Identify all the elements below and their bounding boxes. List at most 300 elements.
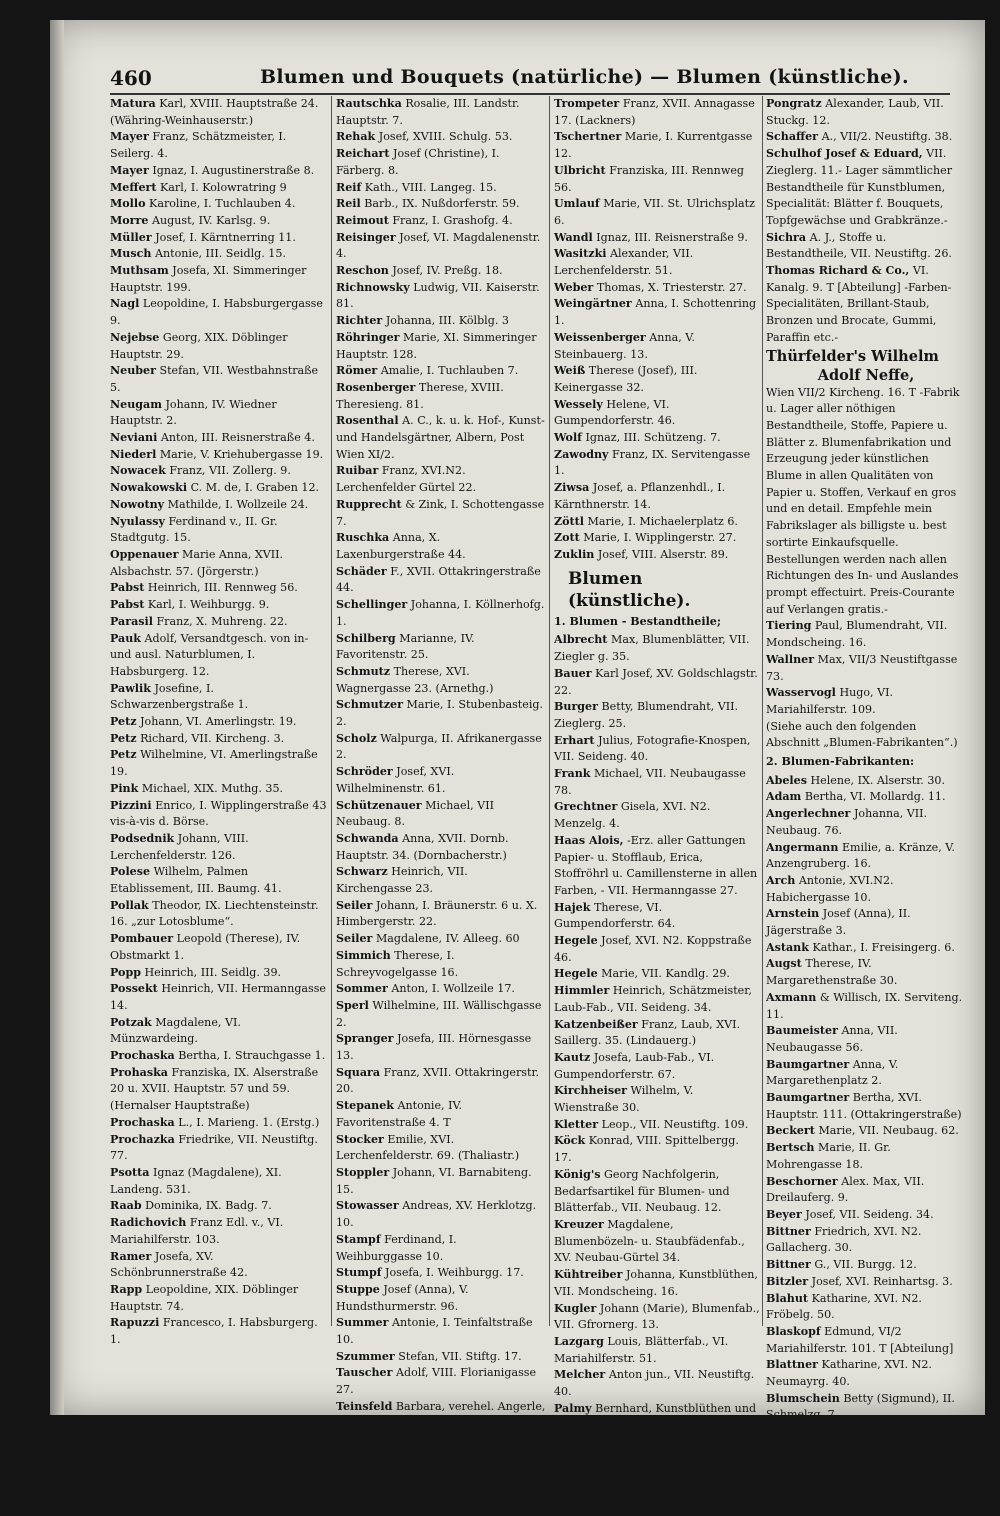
directory-entry: [766, 1140, 966, 1173]
entry-name: Tauscher: [336, 1366, 393, 1380]
entry-details: Walpurga, II. Afrikanergasse 2.: [336, 731, 542, 762]
entry-name: Erhart: [554, 733, 595, 747]
entry-name: Bitzler: [766, 1274, 809, 1288]
directory-entry: [336, 631, 546, 664]
entry-details: Theodor, IX. Liechtensteinstr. 16. „zur Lotosblume“.: [110, 898, 319, 929]
directory-entry: [336, 1365, 546, 1398]
directory-entry: [554, 1050, 760, 1083]
directory-entry: [766, 263, 966, 347]
entry-name: Schmutz: [336, 664, 391, 678]
entry-name: Röhringer: [336, 330, 400, 344]
entry-details: Betty, Blumendraht, VII. Zieglerg. 25.: [554, 700, 739, 730]
directory-entry: [110, 1249, 328, 1282]
entry-details: Emilie, a. Kränze, V. Anzengruberg. 16.: [766, 840, 955, 871]
entry-details: Max, Blumenblätter, VII. Ziegler g. 35.: [554, 633, 750, 664]
entry-details: Amalie, I. Tuchlauben 7.: [380, 364, 519, 378]
entry-name: Nowakowski: [110, 481, 188, 495]
directory-entry: [336, 1132, 546, 1165]
directory-entry: [110, 798, 328, 831]
entry-name: Sommer: [336, 982, 388, 996]
column-2: [336, 96, 546, 1514]
directory-entry: [110, 480, 328, 497]
entry-name: Nowotny: [110, 497, 165, 511]
entry-details: Magdalene, IV. Alleeg. 60: [375, 932, 520, 946]
entry-details: Ludwig, VII. Kaiserstr. 81.: [336, 280, 540, 311]
entry-details: Kathar., I. Freisingerg. 6.: [812, 940, 955, 954]
directory-entry: [766, 685, 966, 718]
entry-details: Leopoldine, I. Habsburgergasse 9.: [110, 297, 323, 328]
entry-name: Parasil: [110, 614, 153, 628]
entry-details: Anna, VII. Neubaugasse 56.: [766, 1024, 898, 1054]
entry-details: (Siehe auch den folgenden Abschnitt „Blumen-Fabrikanten“.): [766, 719, 958, 750]
entry-name: Nagl: [110, 297, 140, 311]
entry-details: VI. Kanalg. 9. T [Abteilung] -Farben-Specialitäten, Brillant-Staub, Bronzen und Brocate, Gummi, Paraffin etc.-: [766, 264, 952, 344]
directory-entry: [766, 1123, 966, 1140]
directory-entry: [110, 781, 328, 798]
directory-entry: [766, 1057, 966, 1090]
entry-details: Heinrich, VII. Kirchengasse 23.: [336, 865, 468, 896]
entry-name: Kreuzer: [554, 1218, 604, 1231]
directory-entry: [110, 1048, 328, 1065]
entry-details: Josefa, XV. Schönbrunnerstraße 42.: [110, 1249, 248, 1280]
subsection-title: 2. Blumen-Fabrikanten:: [766, 755, 915, 769]
entry-name: Simmich: [336, 948, 391, 962]
entry-name: Sichra: [766, 230, 807, 244]
entry-name: Reisinger: [336, 230, 396, 244]
entry-name: Angermann: [766, 840, 839, 854]
entry-details: Karl, XVIII. Hauptstraße 24. (Währing-Weinhauserstr.): [110, 97, 319, 127]
entry-name: Sperl: [336, 998, 369, 1012]
entry-name: Pawlik: [110, 681, 151, 695]
directory-entry: [110, 597, 328, 614]
entry-details: August, IV. Karlsg. 9.: [151, 213, 271, 227]
directory-entry: [766, 1291, 966, 1324]
entry-name: Kautz: [554, 1050, 591, 1064]
entry-details: Wilhelmine, III. Wällischgasse 2.: [336, 998, 542, 1029]
entry-details: Wilhelm, Palmen Etablissement, III. Baumg. 41.: [110, 865, 282, 896]
directory-entry: [336, 864, 546, 897]
directory-entry: [766, 1174, 966, 1207]
entry-name: Schwarz: [336, 865, 388, 879]
directory-entry: [766, 1324, 966, 1357]
directory-entry: [766, 96, 966, 129]
entry-name: Spranger: [336, 1032, 394, 1046]
entry-details: Marie Anna, XVII. Alsbachstr. 57. (Jörgerstr.): [110, 547, 284, 578]
entry-details: Max, VII/3 Neustiftgasse 73.: [766, 652, 958, 683]
entry-name: Katzenbeißer: [554, 1017, 638, 1031]
directory-entry: [110, 129, 328, 162]
directory-entry: [766, 1090, 966, 1123]
directory-entry: [336, 731, 546, 764]
directory-entry: [336, 146, 546, 179]
entry-name: Stampf: [336, 1232, 381, 1246]
directory-entry: [554, 733, 760, 766]
directory-entry: [554, 514, 760, 531]
entry-details: Therese, XVIII. Theresieng. 81.: [336, 380, 504, 411]
entry-details: Josef, VII. Seideng. 34.: [805, 1208, 934, 1221]
running-title: Blumen und Bouquets (natürliche) — Blumen (künstliche).: [260, 66, 909, 88]
header-rule: [110, 93, 950, 95]
entry-name: Blumschein: [766, 1391, 840, 1405]
directory-entry: [554, 699, 760, 732]
entry-details: Katharine, XVI. N2. Neumayrg. 40.: [766, 1358, 932, 1389]
entry-name: Tschertner: [554, 130, 622, 144]
directory-entry: [110, 430, 328, 447]
directory-entry: [110, 497, 328, 514]
entry-details: Johanna, VII. Neubaug. 76.: [766, 807, 928, 837]
entry-name: Tomaschek: [336, 1466, 406, 1480]
entry-details: Josefa, III. Hörnesgasse 13.: [336, 1032, 532, 1063]
directory-entry: [336, 948, 546, 981]
entry-name: Neugam: [110, 397, 162, 411]
entry-details: Johann, VIII. Lerchenfelderstr. 126.: [110, 831, 249, 862]
directory-entry: [110, 1215, 328, 1248]
entry-name: Stoppler: [336, 1166, 390, 1179]
directory-entry: [766, 990, 966, 1023]
entry-details: Stefan, VII. Westbahnstraße 5.: [110, 364, 319, 394]
entry-name: Palmy: [554, 1401, 592, 1415]
entry-name: Oppenauer: [110, 547, 179, 561]
directory-entry: [110, 397, 328, 430]
entry-name: Teinsfeld: [336, 1399, 393, 1413]
entry-name: Stowasser: [336, 1199, 399, 1213]
entry-name: Bittner: [766, 1258, 811, 1272]
entry-details: Josef (Christine), I. Färberg. 8.: [336, 147, 500, 177]
directory-entry: [554, 430, 760, 447]
directory-entry: [554, 983, 760, 1016]
entry-details: Mathilde, XV. Schönbrunnerstr. 7.: [336, 1433, 455, 1463]
entry-details: Karl Josef, XV. Goldschlagstr. 22.: [554, 666, 758, 697]
entry-name: Baumgartner: [766, 1091, 850, 1105]
entry-details: Johann, VI. Amerlingstr. 19.: [140, 715, 297, 729]
entry-name: Schellinger: [336, 598, 408, 612]
directory-entry: [110, 731, 328, 748]
entry-name: Radichovich: [110, 1216, 187, 1230]
directory-entry: [336, 1165, 546, 1198]
entry-name: Pfessel: [554, 1451, 598, 1465]
page-edge-shadow: [50, 20, 64, 1415]
entry-details: Michael, VII Neubaug. 8.: [336, 798, 494, 829]
directory-entry: [336, 313, 546, 330]
subsection-title: 1. Blumen - Bestandtheile;: [554, 614, 721, 628]
entry-name: Thomas Richard & Co.,: [766, 264, 910, 278]
entry-name: Petz: [110, 748, 137, 762]
entry-name: Weingärtner: [554, 297, 632, 311]
entry-name: Blaskopf: [766, 1324, 821, 1338]
entry-details: Marie, I. Wipplingerstr. 27.: [583, 531, 737, 545]
directory-entry: [110, 246, 328, 263]
directory-entry: [110, 681, 328, 714]
entry-details: Franz, IX. Servitengasse 1.: [554, 447, 751, 478]
entry-details: Marie, XI. Simmeringer Hauptstr. 128.: [336, 330, 537, 361]
directory-entry: [110, 447, 328, 464]
directory-entry: [110, 96, 328, 129]
entry-name: Rupprecht: [336, 497, 402, 511]
entry-name: Baumgartner: [766, 1057, 850, 1071]
entry-details: Kath., VIII. Langeg. 15.: [364, 180, 497, 194]
entry-details: Anna, X. Laxenburgerstraße 44.: [336, 531, 466, 561]
directory-entry: [554, 129, 760, 162]
entry-name: Richnowsky: [336, 280, 410, 294]
entry-details: Ferdinand, I. Weihburggasse 10.: [336, 1232, 457, 1263]
entry-name: Zuklin: [554, 547, 595, 561]
entry-details: Alex. Max, VII. Dreilauferg. 9.: [766, 1174, 925, 1205]
directory-entry: [336, 1031, 546, 1064]
entry-details: Heinrich, III. Rennweg 56.: [147, 581, 298, 595]
entry-name: Stumpf: [336, 1266, 382, 1280]
directory-entry: [110, 580, 328, 597]
directory-entry: [336, 1098, 546, 1131]
entry-details: & Willisch, IX. Serviteng. 11.: [766, 990, 963, 1021]
directory-entry: [110, 1198, 328, 1215]
entry-name: Rautschka: [336, 97, 402, 110]
entry-name: Psotta: [110, 1166, 150, 1179]
directory-entry: [554, 1217, 760, 1267]
entry-details: F., XVII. Ottakringerstraße 44.: [336, 564, 541, 595]
entry-name: Zöttl: [554, 514, 584, 528]
directory-entry: [110, 981, 328, 1014]
entry-details: Michael, VII. Neubaugasse 78.: [554, 767, 746, 797]
entry-name: Axmann: [766, 990, 817, 1004]
entry-details: Johanna, Kunstblüthen, VII. Mondscheing. 16.: [554, 1268, 758, 1298]
entry-name: Köck: [554, 1134, 586, 1148]
entry-name: Hajek: [554, 900, 591, 914]
entry-name: Pauk: [110, 631, 141, 645]
entry-details: Marie, VII. Neubaug. 62.: [818, 1124, 959, 1138]
entry-details: Josef, XVI. Reinhartsg. 3.: [811, 1274, 953, 1288]
entry-details: Josef, VIII. Alserstr. 89.: [597, 547, 729, 561]
entry-name: Pabst: [110, 581, 145, 595]
entry-name: Neviani: [110, 431, 158, 445]
entry-details: Ignaz, III. Schützeng. 7.: [585, 431, 721, 445]
entry-name: Matura: [110, 97, 156, 110]
entry-details: Georg, XIX. Döblinger Hauptstr. 29.: [110, 330, 288, 361]
column-4-entries: [766, 96, 966, 347]
directory-entry: [336, 597, 546, 630]
directory-entry: [336, 129, 546, 146]
entry-name: Muthsam: [110, 264, 169, 278]
entry-name: Schröder: [336, 765, 393, 779]
entry-name: Augst: [766, 957, 802, 971]
entry-name: König's: [554, 1167, 601, 1181]
directory-entry: [766, 940, 966, 957]
entry-details: Anton, I. Wollzeile 17.: [391, 982, 515, 996]
entry-name: Mayer: [110, 163, 149, 177]
entry-name: Seiler: [336, 898, 373, 912]
entry-name: Ziwsa: [554, 481, 590, 495]
entry-name: Rehak: [336, 130, 376, 144]
entry-details: Louis, Blätterfab., VI. Mariahilferstr. 51.: [554, 1334, 729, 1365]
entry-details: Anna, V. Margarethenplatz 2.: [766, 1057, 899, 1088]
directory-entry: [110, 931, 328, 964]
entry-name: Rapp: [110, 1282, 143, 1296]
directory-entry: [554, 1451, 760, 1484]
entry-name: Neuber: [110, 364, 156, 378]
directory-entry: [554, 1301, 760, 1334]
entry-details: Richard, VII. Kircheng. 3.: [140, 731, 285, 745]
entry-name: Pongratz: [766, 97, 822, 110]
column-4-entries-2: [766, 773, 966, 1424]
entry-details: Franz, Schätzmeister, I. Seilerg. 4.: [110, 130, 287, 161]
entry-details: Magdalene, Blumenbözeln- u. Staubfädenfab., XV. Neubau-Gürtel 34.: [554, 1218, 745, 1265]
entry-details: Johann, IV. Wiedner Hauptstr. 2.: [110, 397, 277, 428]
entry-details: Mathilde, I. Wollzeile 24.: [167, 497, 309, 511]
entry-details: Barbara, verehel. Angerle, X. Himbergerstr. 21.: [336, 1399, 546, 1430]
directory-entry: [110, 514, 328, 547]
directory-entry: [336, 1232, 546, 1265]
directory-entry: [336, 564, 546, 597]
entry-name: Umlauf: [554, 197, 600, 211]
directory-entry: [336, 330, 546, 363]
entry-name: Morre: [110, 213, 149, 227]
directory-entry: [336, 180, 546, 197]
entry-details: & Zink, I. Schottengasse 7.: [336, 497, 545, 528]
entry-name: Potzak: [110, 1015, 152, 1029]
entry-name: Stepanek: [336, 1099, 394, 1113]
entry-name: Kugler: [554, 1301, 597, 1315]
entry-name: Meffert: [110, 180, 157, 194]
directory-entry: [554, 833, 760, 900]
entry-name: Schwanda: [336, 831, 399, 845]
entry-details: Ignaz, I. Augustinerstraße 8.: [152, 163, 315, 177]
entry-name: Rapuzzi: [110, 1316, 160, 1330]
entry-name: Popp: [110, 965, 141, 979]
directory-entry: [554, 280, 760, 297]
column-3-entries: [554, 96, 760, 564]
entry-details: Heinrich, VII. Hermanngasse 14.: [110, 982, 327, 1012]
entry-details: Helene, IX. Alserstr. 30.: [810, 773, 945, 787]
entry-details: Michael, XIX. Muthg. 35.: [141, 781, 284, 795]
entry-name: Wasservogl: [766, 686, 836, 700]
directory-entry: [554, 799, 760, 832]
entry-details: Therese, IV. Margarethenstraße 30.: [766, 957, 898, 988]
directory-entry: [766, 873, 966, 906]
entry-details: Friedrich, XVI. N2. Gallacherg. 30.: [766, 1224, 922, 1255]
directory-entry: [110, 898, 328, 931]
entry-details: Johann, VI. Barnabiteng. 15.: [336, 1166, 532, 1196]
ad-name-line1: Thürfelder's Wilhelm: [766, 347, 939, 365]
directory-entry: [110, 263, 328, 296]
entry-name: Stuppe: [336, 1282, 380, 1296]
entry-name: Haas Alois,: [554, 833, 624, 847]
entry-details: Friedrike, VII. Neustiftg. 77.: [110, 1132, 318, 1163]
directory-entry: [766, 1023, 966, 1056]
entry-details: Karl, I. Weihburgg. 9.: [147, 598, 270, 612]
entry-name: Albrecht: [554, 633, 608, 647]
entry-name: Possekt: [110, 982, 158, 996]
directory-entry: [336, 213, 546, 230]
entry-name: Trompeter: [554, 97, 620, 110]
entry-details: Ferdinand v., II. Gr. Stadtgutg. 15.: [110, 514, 278, 545]
entry-details: Francesco, I. Habsburgerg. 1.: [110, 1316, 318, 1347]
directory-entry: [110, 1132, 328, 1165]
entry-details: Franz, XVII. Annagasse 17. (Lackners): [554, 97, 755, 127]
entry-name: Scholz: [336, 731, 377, 745]
directory-entry: [554, 666, 760, 699]
directory-entry: [336, 1466, 546, 1516]
entry-name: Reif: [336, 180, 362, 194]
directory-entry: [336, 280, 546, 313]
entry-details: Marie, I. Kurrentgasse 12.: [554, 130, 753, 161]
entry-details: Bernhard, Kunstblüthen und Rosen, XII. Rudolfsg. 16. (Ahmayerg.): [554, 1401, 757, 1449]
entry-details: Anton, III. Reisnerstraße 4.: [160, 431, 315, 445]
entry-name: Schulhof Josef & Eduard,: [766, 147, 923, 161]
entry-details: Susanne, VII. Lindengasse 31.: [554, 1451, 751, 1482]
entry-details: Edmund, VI/2 Mariahilferstr. 101. T [Abteilung]: [766, 1324, 954, 1355]
entry-details: VII. Zieglerg. 11.- Lager sämmtlicher Bestandtheile für Kunstblumen, Specialität: Blätter f. Bouquets, Topfgewächse und Grabkränze.-: [766, 147, 953, 227]
entry-name: Schaffer: [766, 130, 819, 144]
entry-details: Katharine, XVI. N2. Fröbelg. 50.: [766, 1291, 922, 1322]
entry-name: Pollak: [110, 898, 149, 912]
entry-details: Paul, Blumendraht, VII. Mondscheing. 16.: [766, 619, 948, 650]
entry-name: Burger: [554, 700, 598, 714]
entry-details: Franziska, III. Rennweg 56.: [554, 163, 744, 194]
directory-entry: [554, 1367, 760, 1400]
directory-entry: [336, 96, 546, 129]
entry-name: Kirchheiser: [554, 1084, 628, 1098]
entry-name: Mayer: [110, 130, 149, 144]
entry-name: Prochazka: [110, 1132, 175, 1146]
entry-name: Rosenthal: [336, 414, 399, 428]
entry-details: Marie, V. Kriehubergasse 19.: [159, 447, 324, 461]
directory-entry: [110, 363, 328, 396]
entry-details: Antonie, IV. Favoritenstraße 4. T: [336, 1099, 463, 1129]
directory-entry: [336, 831, 546, 864]
directory-entry: [336, 1198, 546, 1231]
directory-entry: [766, 1257, 966, 1274]
entry-name: Niederl: [110, 447, 157, 461]
directory-entry: [110, 213, 328, 230]
directory-entry: [766, 1224, 966, 1257]
entry-name: Wessely: [554, 397, 603, 411]
entry-name: Polese: [110, 865, 151, 879]
entry-details: Heinrich, III. Seidlg. 39.: [144, 965, 282, 979]
directory-entry: [766, 146, 966, 230]
directory-entry: [336, 196, 546, 213]
entry-name: Weiß: [554, 364, 586, 378]
entry-name: Kletter: [554, 1117, 599, 1131]
directory-entry: [336, 798, 546, 831]
directory-entry: [110, 614, 328, 631]
entry-details: Leop., VII. Neustiftg. 109.: [601, 1117, 749, 1131]
directory-entry: [336, 497, 546, 530]
entry-details: Barb., IX. Nußdorferstr. 59.: [364, 197, 520, 211]
entry-name: Zawodny: [554, 447, 609, 461]
entry-name: Szummer: [336, 1349, 395, 1363]
directory-entry: [110, 747, 328, 780]
directory-entry: [336, 1349, 546, 1366]
entry-details: Josef (Anna), V. Hundsthurmerstr. 96.: [336, 1282, 469, 1313]
entry-name: Rosenberger: [336, 380, 416, 394]
entry-details: Franz, VII. Zollerg. 9.: [169, 464, 291, 478]
directory-entry: [110, 296, 328, 329]
entry-details: Hugo, VI. Mariahilferstr. 109.: [766, 686, 894, 716]
entry-details: Gisela, XVI. N2. Menzelg. 4.: [554, 800, 711, 831]
directory-entry: [554, 96, 760, 129]
entry-details: Johanna, III. Kölblg. 3: [385, 314, 509, 328]
entry-details: Therese, I. Schreyvogelgasse 16.: [336, 948, 459, 979]
directory-entry: [336, 1432, 546, 1465]
entry-name: Weber: [554, 280, 594, 294]
directory-entry: [766, 840, 966, 873]
directory-entry: [336, 1315, 546, 1348]
directory-entry: [110, 230, 328, 247]
directory-entry: [336, 380, 546, 413]
directory-entry: [766, 1207, 966, 1224]
directory-entry: [554, 1267, 760, 1300]
directory-entry: [766, 806, 966, 839]
entry-details: Marie, I. Michaelerplatz 6.: [587, 514, 738, 528]
